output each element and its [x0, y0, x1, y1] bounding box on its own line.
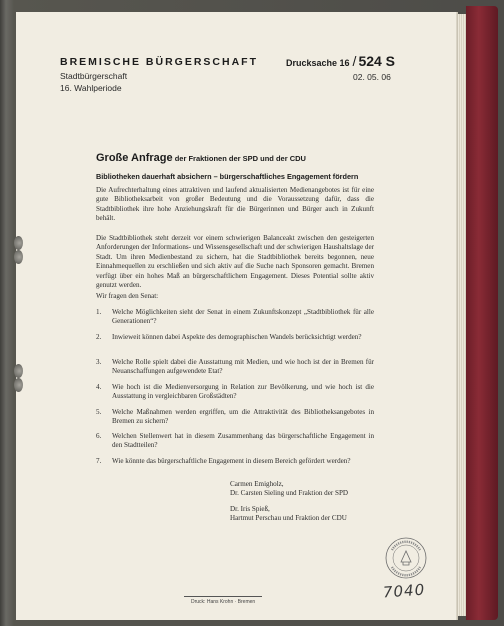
binder-spine	[466, 6, 498, 620]
signature-line: Dr. Iris Spieß,	[230, 505, 270, 513]
signature-block-spd	[230, 480, 348, 499]
question-item	[96, 432, 386, 451]
footer-printer: Druck: Hans Krohn · Bremen	[191, 599, 256, 605]
header-body: Stadtbürgerschaft	[60, 71, 128, 81]
question-item	[96, 383, 386, 402]
paragraph: Die Stadtbibliothek steht derzeit vor einem schwierigen Balanceakt zwischen den gesteigerten Anforderungen der Informations- und Wissensgesellschaft und der schwierigen Haushaltslage der Stadt. Um ihren Medienbestand zu sichern, hat die Stadtbibliothek bereits begonnen, neue Einnahmequellen zu erschließen und sich aktiv auf die Suche nach Sponsoren gemacht. Bremen verfügt über ein hohes Maß an bürgerschaftlichem Engagement. Dieses Potential sollte aktiv genutzt werden.	[96, 234, 374, 290]
question-text: Welchen Stellenwert hat in diesem Zusammenhang das bürgerschaftliche Engagement in den Stadtteilen?	[112, 432, 374, 450]
question-text: Inwieweit können dabei Aspekte des demographischen Wandels berücksichtigt werden?	[112, 333, 362, 341]
question-number: 4.	[96, 383, 102, 391]
document-page	[16, 12, 456, 620]
signature-line: Hartmut Perschau und Fraktion der CDU	[230, 514, 347, 523]
footer-rule	[184, 596, 262, 597]
question-item	[96, 408, 386, 427]
header-period: 16. Wahlperiode	[60, 83, 122, 93]
paragraph: Die Aufrechterhaltung eines attraktiven und laufend aktualisierten Medienangebotes ist für eine gute Bibliotheksarbeit von großer Bedeutung und die Voraussetzung dafür, dass die Stadtbibliothek ihre hohe Anziehungskraft für die Bürgerinnen und Bürger auch in Zukunft behält.	[96, 186, 374, 223]
title-main: Große Anfrage	[96, 152, 173, 164]
question-number: 1.	[96, 308, 102, 316]
title-rest: der Fraktionen der SPD und der CDU	[172, 154, 306, 163]
question-item	[96, 457, 386, 466]
signature-block-cdu	[230, 505, 347, 524]
question-number: 2.	[96, 333, 102, 341]
question-number: 6.	[96, 432, 102, 440]
question-number: 7.	[96, 457, 102, 465]
drucksache-label: Drucksache 16	[286, 58, 350, 68]
question-item	[96, 358, 386, 377]
question-item	[96, 308, 386, 327]
question-number: 3.	[96, 358, 102, 366]
binder-ring-hole-icon	[14, 364, 23, 378]
question-text: Welche Maßnahmen werden ergriffen, um die Attraktivität des Bibliotheksangebotes in Bremen zu sichern?	[112, 408, 374, 426]
signature-line: Dr. Carsten Sieling und Fraktion der SPD	[230, 489, 349, 498]
binder-ring-hole-icon	[14, 378, 23, 392]
signature-line: Carmen Emigholz,	[230, 480, 284, 488]
binder-ring-hole-icon	[14, 250, 23, 264]
handwritten-page-number: 7040	[382, 580, 426, 602]
question-text: Wie könnte das bürgerschaftliche Engagement in diesem Bereich gefördert werden?	[112, 457, 351, 465]
drucksache-value: 524 S	[358, 53, 396, 69]
drucksache-number	[286, 53, 395, 71]
archive-stamp-icon	[384, 536, 428, 580]
document-title	[96, 148, 306, 166]
question-item	[96, 333, 386, 342]
drucksache-slash: /	[352, 53, 357, 69]
question-text: Welche Möglichkeiten sieht der Senat in einem Zukunftskonzept „Stadtbibliothek für alle Generationen“?	[112, 308, 374, 326]
question-number: 5.	[96, 408, 102, 416]
paragraph: Wir fragen den Senat:	[96, 292, 159, 300]
document-subtitle: Bibliotheken dauerhaft absichern – bürgerschaftliches Engagement fördern	[96, 172, 359, 181]
question-text: Welche Rolle spielt dabei die Ausstattung mit Medien, und wie hoch ist der in Bremen für Neuanschaffungen aufgewendete Etat?	[112, 358, 374, 376]
document-date: 02. 05. 06	[353, 72, 391, 82]
header-organisation: BREMISCHE BÜRGERSCHAFT	[60, 56, 259, 68]
question-text: Wie hoch ist die Medienversorgung in Relation zur Bevölkerung, und wie hoch ist die Ausstattung in vergleichbaren Großstädten?	[112, 383, 374, 401]
binder-ring-hole-icon	[14, 236, 23, 250]
